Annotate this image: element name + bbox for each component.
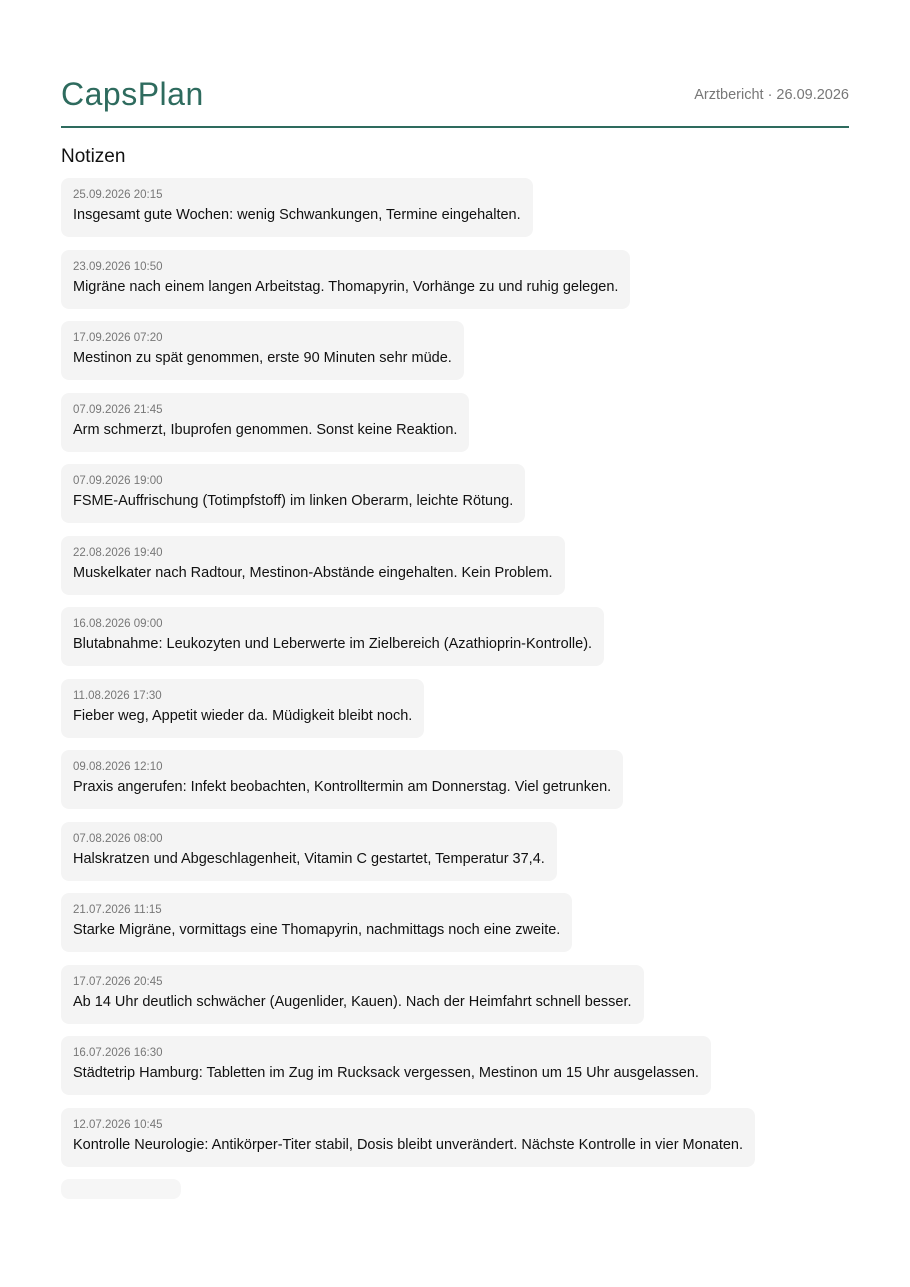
note-card bbox=[61, 1036, 711, 1095]
note-card bbox=[61, 250, 630, 309]
note-card bbox=[61, 321, 464, 380]
note-timestamp: 12.07.2026 10:45 bbox=[73, 1118, 163, 1131]
note-timestamp: 07.09.2026 21:45 bbox=[73, 403, 163, 416]
note-text: Praxis angerufen: Infekt beobachten, Kontrolltermin am Donnerstag. Viel getrunken. bbox=[73, 779, 612, 795]
note-timestamp: 07.08.2026 08:00 bbox=[73, 832, 163, 845]
note-card-cutoff bbox=[61, 1179, 181, 1199]
note-card bbox=[61, 750, 623, 809]
note-text: Kontrolle Neurologie: Antikörper-Titer stabil, Dosis bleibt unverändert. Nächste Kontrolle in vier Monaten. bbox=[73, 1136, 744, 1153]
note-timestamp: 07.09.2026 19:00 bbox=[73, 475, 163, 487]
report-meta: Arztbericht · 26.09.2026 bbox=[694, 87, 849, 103]
report-header bbox=[61, 0, 849, 128]
note-timestamp: 17.07.2026 20:45 bbox=[73, 975, 163, 988]
note-text: Blutabnahme: Leukozyten und Leberwerte im Zielbereich (Azathioprin-Kontrolle). bbox=[73, 636, 593, 652]
note-card bbox=[61, 1108, 755, 1167]
note-card bbox=[61, 393, 469, 452]
note-text: FSME-Auffrischung (Totimpfstoff) im linken Oberarm, leichte Rötung. bbox=[73, 493, 514, 509]
note-text: Migräne nach einem langen Arbeitstag. Thomapyrin, Vorhänge zu und ruhig gelegen. bbox=[73, 278, 619, 295]
note-timestamp: 17.09.2026 07:20 bbox=[73, 332, 163, 344]
note-card bbox=[61, 893, 572, 952]
note-text: Ab 14 Uhr deutlich schwächer (Augenlider, Kauen). Nach der Heimfahrt schnell besser. bbox=[73, 993, 632, 1010]
note-text: Halskratzen und Abgeschlagenheit, Vitamin C gestartet, Temperatur 37,4. bbox=[73, 850, 545, 867]
section-title: Notizen bbox=[61, 146, 126, 167]
note-timestamp: 16.08.2026 09:00 bbox=[73, 618, 163, 630]
report-page bbox=[61, 0, 849, 1199]
note-card bbox=[61, 822, 557, 881]
note-timestamp: 23.09.2026 10:50 bbox=[73, 260, 163, 273]
note-card bbox=[61, 679, 424, 738]
note-card bbox=[61, 536, 565, 595]
note-text: Muskelkater nach Radtour, Mestinon-Abstände eingehalten. Kein Problem. bbox=[73, 564, 553, 581]
note-text: Arm schmerzt, Ibuprofen genommen. Sonst keine Reaktion. bbox=[73, 421, 458, 438]
note-timestamp: 22.08.2026 19:40 bbox=[73, 546, 163, 559]
note-text: Insgesamt gute Wochen: wenig Schwankungen, Termine eingehalten. bbox=[73, 207, 521, 223]
notes-list bbox=[61, 178, 849, 1199]
note-text: Starke Migräne, vormittags eine Thomapyrin, nachmittags noch eine zweite. bbox=[73, 922, 561, 938]
note-card bbox=[61, 965, 644, 1024]
note-timestamp: 09.08.2026 12:10 bbox=[73, 761, 163, 773]
note-text: Fieber weg, Appetit wieder da. Müdigkeit bleibt noch. bbox=[73, 707, 413, 724]
note-text: Städtetrip Hamburg: Tabletten im Zug im Rucksack vergessen, Mestinon um 15 Uhr ausgelassen. bbox=[73, 1065, 699, 1081]
note-text: Mestinon zu spät genommen, erste 90 Minuten sehr müde. bbox=[73, 350, 452, 366]
note-card bbox=[61, 607, 604, 666]
note-timestamp: 25.09.2026 20:15 bbox=[73, 189, 163, 201]
app-logo-text: CapsPlan bbox=[61, 76, 204, 112]
note-card bbox=[61, 464, 525, 523]
note-timestamp: 11.08.2026 17:30 bbox=[73, 689, 162, 702]
note-timestamp: 16.07.2026 16:30 bbox=[73, 1047, 163, 1059]
note-timestamp: 21.07.2026 11:15 bbox=[73, 904, 162, 916]
note-card bbox=[61, 178, 533, 237]
